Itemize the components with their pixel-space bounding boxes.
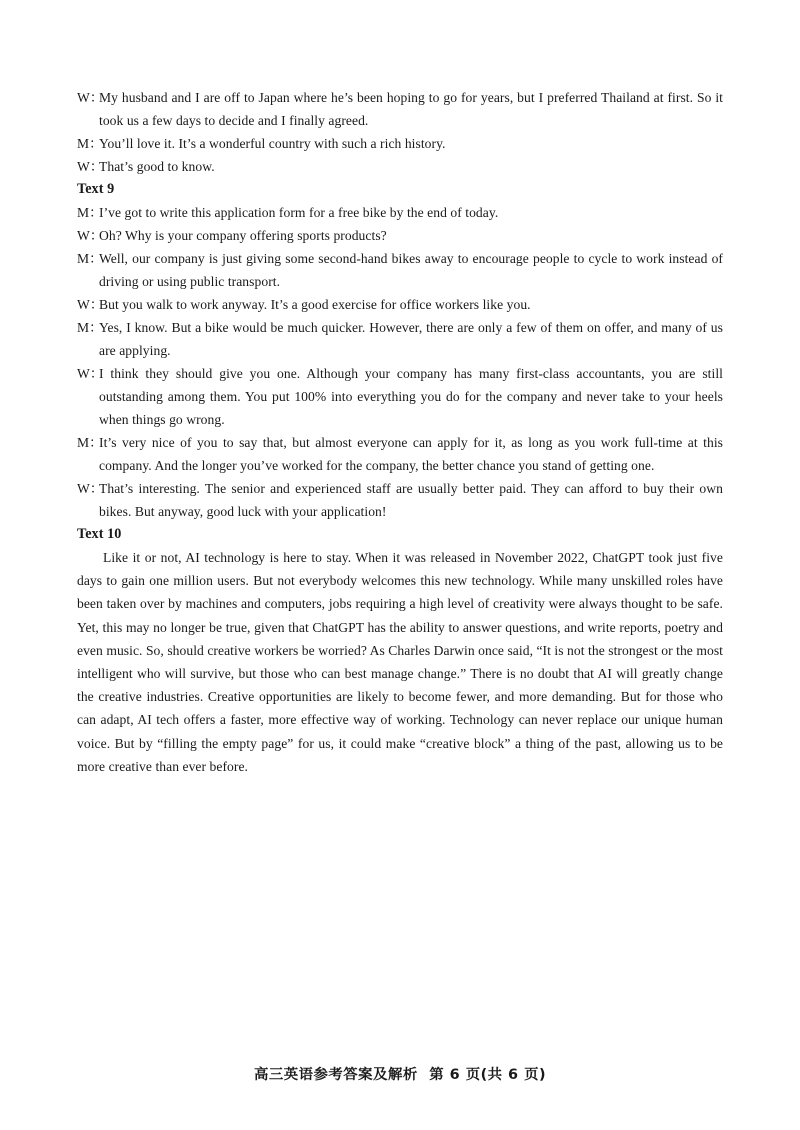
speaker-label: W： — [77, 159, 104, 174]
speaker-label: M： — [77, 205, 103, 220]
dialogue-text: I think they should give you one. Although your company has many first-class accountants, you are still outstanding among them. You put 100% into everything you do for the company and never take to your heels when things go wrong. — [99, 366, 723, 427]
dialogue-text: Yes, I know. But a bike would be much quicker. However, there are only a few of them on offer, and many of us are applying. — [99, 320, 723, 358]
dialogue-line — [77, 132, 723, 155]
section-heading-text-9: Text 9 — [77, 181, 115, 197]
speaker-label: M： — [77, 435, 103, 450]
dialogue-text: My husband and I are off to Japan where he’s been hoping to go for years, but I preferred Thailand at first. So it took us a few days to decide and I finally agreed. — [99, 90, 723, 128]
dialogue-line — [77, 293, 723, 316]
speaker-label: W： — [77, 90, 104, 105]
dialogue-text: That’s good to know. — [99, 159, 215, 174]
dialogue-line — [77, 362, 723, 431]
dialogue-line — [77, 86, 723, 132]
footer-title: 高三英语参考答案及解析 — [253, 1067, 418, 1083]
dialogue-line — [77, 316, 723, 362]
dialogue-line — [77, 155, 723, 178]
dialogue-text: I’ve got to write this application form for a free bike by the end of today. — [99, 205, 499, 220]
dialogue-text: That’s interesting. The senior and experienced staff are usually better paid. They can afford to buy their own bikes. But anyway, good luck with your application! — [99, 481, 723, 519]
page-content — [77, 86, 723, 778]
footer-page-number: 第 6 页(共 6 页) — [429, 1067, 547, 1083]
dialogue-line — [77, 477, 723, 523]
dialogue-text: It’s very nice of you to say that, but almost everyone can apply for it, as long as you work full-time at this company. And the longer you’ve worked for the company, the better chance you stand of getting one. — [99, 435, 723, 473]
speaker-label: M： — [77, 136, 103, 151]
speaker-label: M： — [77, 251, 103, 266]
speaker-label: W： — [77, 228, 104, 243]
page-footer — [0, 1063, 800, 1084]
speaker-label: W： — [77, 366, 104, 381]
dialogue-text: Oh? Why is your company offering sports products? — [99, 228, 387, 243]
speaker-label: W： — [77, 481, 104, 496]
dialogue-text: You’ll love it. It’s a wonderful country with such a rich history. — [99, 136, 446, 151]
dialogue-line — [77, 224, 723, 247]
dialogue-line — [77, 247, 723, 293]
dialogue-text: But you walk to work anyway. It’s a good exercise for office workers like you. — [99, 297, 531, 312]
dialogue-line — [77, 201, 723, 224]
dialogue-line — [77, 431, 723, 477]
passage-paragraph: Like it or not, AI technology is here to stay. When it was released in November 2022, ChatGPT took just five days to gain one million users. But not everybody welcomes this new technology. While many unskilled roles have been taken over by machines and computers, jobs requiring a high level of creativity were always thought to be safe. Yet, this may no longer be true, given that ChatGPT has the ability to answer questions, and write reports, poetry and even music. So, should creative workers be worried? As Charles Darwin once said, “It is not the strongest or the most intelligent who will survive, but those who can best manage change.” There is no doubt that AI will greatly change the creative industries. Creative opportunities are likely to become fewer, and more demanding. But for those who can adapt, AI tech offers a faster, more effective way of working. Technology can never replace our unique human voice. But by “filling the empty page” for us, it could make “creative block” a thing of the past, allowing us to be more creative than ever before. — [77, 550, 723, 774]
section-heading-text-10: Text 10 — [77, 526, 122, 542]
speaker-label: M： — [77, 320, 103, 335]
dialogue-text: Well, our company is just giving some second-hand bikes away to encourage people to cycle to work instead of driving or using public transport. — [99, 251, 723, 289]
speaker-label: W： — [77, 297, 104, 312]
